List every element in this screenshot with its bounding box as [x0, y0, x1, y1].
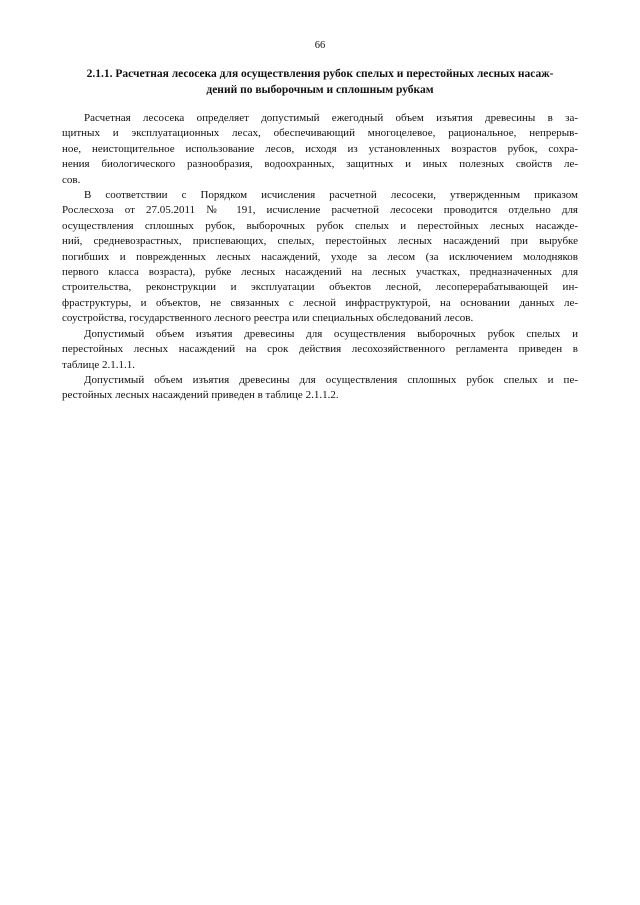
page-number: 66 [314, 40, 326, 51]
section-heading-line: 2.1.1. Расчетная лесосека для осуществления рубок спелых и перестойных лесных насаж- [86, 68, 554, 80]
text-line: Допустимый объем изъятия древесины для осуществления выборочных рубок спелых и [84, 327, 578, 340]
text-line: Рослесхоза от 27.05.2011 № 191, исчисление расчетной лесосеки проводится отдельно для [62, 204, 578, 217]
section-heading [50, 66, 590, 98]
text-line: Допустимый объем изъятия древесины для осуществления сплошных рубок спелых и пе- [84, 373, 578, 386]
text-line: сов. [62, 173, 81, 186]
paragraph [62, 111, 578, 188]
text-line: погибших и поврежденных лесных насаждений, уходе за лесом (за исключением молодняков [62, 250, 578, 263]
text-line: В соответствии с Порядком исчисления расчетной лесосеки, утвержденным приказом [84, 189, 578, 202]
text-line: рестойных лесных насаждений приведен в таблице 2.1.1.2. [62, 389, 339, 402]
body-text [62, 111, 578, 404]
text-line: перестойных лесных насаждений на срок действия лесохозяйственного регламента приведен в [62, 343, 578, 356]
text-line: щитных и эксплуатационных лесах, обеспечивающий многоцелевое, рациональное, непрерыв- [62, 127, 578, 140]
text-line: строительства, реконструкции и эксплуатации объектов лесной, лесоперерабатывающей ин- [62, 281, 578, 294]
text-line: соустройства, государственного лесного реестра или специальных обследований лесов. [62, 312, 474, 325]
text-line: ний, средневозрастных, приспевающих, спелых, перестойных лесных насаждений при вырубке [62, 235, 578, 248]
text-line: Расчетная лесосека определяет допустимый ежегодный объем изъятия древесины в за- [84, 112, 578, 124]
text-line: ное, неистощительное использование лесов, исходя из установленных возрастов рубок, сохра- [62, 142, 578, 155]
section-heading-line: дений по выборочным и сплошным рубкам [206, 84, 434, 96]
text-line: первого класса возраста), рубке лесных насаждений на лесных участках, предназначенных для [62, 266, 578, 279]
paragraph [62, 327, 578, 373]
paragraph [62, 373, 578, 404]
text-line: таблице 2.1.1.1. [62, 358, 136, 371]
text-line: нения биологического разнообразия, водоохранных, защитных и иных полезных свойств ле- [62, 158, 578, 171]
text-line: осуществления сплошных рубок, выборочных рубок спелых и перестойных лесных насажде- [62, 219, 578, 232]
paragraph [62, 188, 578, 327]
text-line: фраструктуры, и объектов, не связанных с лесной инфраструктурой, на основании данных ле- [62, 296, 578, 309]
